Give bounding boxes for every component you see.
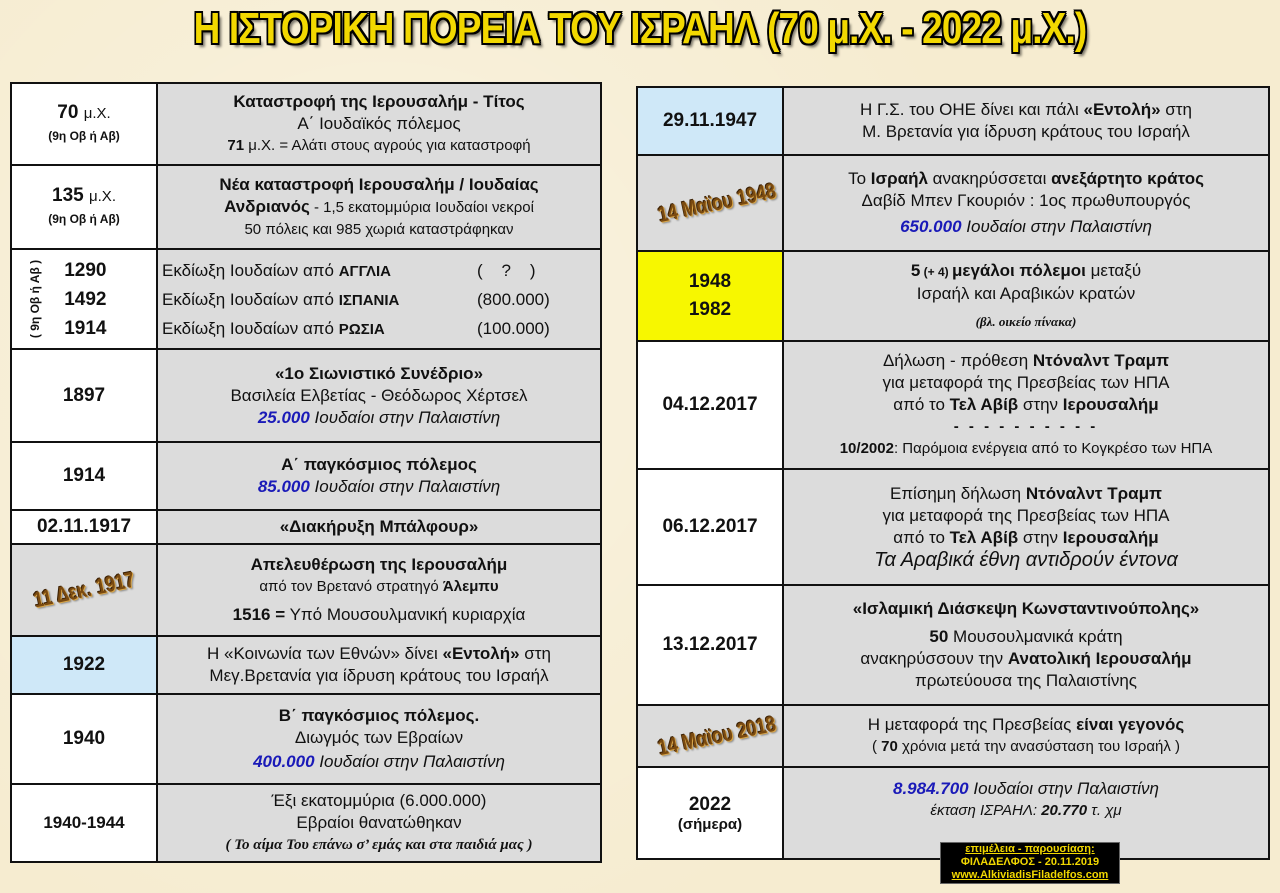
table-row	[637, 341, 1269, 469]
event-text: Εβραίοι θανατώθηκαν	[296, 813, 462, 832]
event-text: Μεγ.Βρετανία για ίδρυση κράτους του Ισραήλ	[209, 666, 549, 685]
unit: μ.Χ.	[89, 188, 116, 205]
event-text: Μ. Βρετανία για ίδρυση κράτους του Ισραήλ	[862, 122, 1190, 141]
date-cell	[11, 544, 157, 636]
date-cell	[637, 251, 783, 341]
event-heading: Απελευθέρωση της Ιερουσαλήμ	[250, 555, 508, 574]
table-row	[11, 249, 601, 349]
event-text: μ.Χ. = Αλάτι στους αγρούς για καταστροφή	[244, 137, 531, 154]
date-cell: 1940	[11, 694, 157, 784]
event-cell	[157, 784, 601, 862]
event-bold: Ντόναλντ Τραμπ	[1032, 351, 1170, 370]
event-text: τ. χμ	[1087, 802, 1122, 819]
year: 1492	[64, 288, 107, 310]
date-cell	[11, 249, 157, 349]
event-bold: είναι γεγονός	[1076, 715, 1185, 734]
date-cell	[11, 165, 157, 249]
event-bold: 10/2002	[839, 440, 894, 457]
event-bold: «Εντολή»	[442, 644, 520, 663]
year: 2022	[688, 793, 732, 815]
date-cell: 1914	[11, 442, 157, 510]
date-cell	[637, 767, 783, 859]
table-row	[11, 636, 601, 694]
event-text: στην	[1018, 395, 1063, 414]
event-text: Ισραήλ και Αραβικών κρατών	[916, 283, 1136, 303]
date-cell	[11, 83, 157, 165]
date-cell: 06.12.2017	[637, 469, 783, 585]
event-heading: Α΄ παγκόσμιος πόλεμος	[281, 455, 477, 474]
event-cell	[157, 694, 601, 784]
event-text: (	[871, 738, 882, 755]
date-cell: 1922	[11, 636, 157, 694]
table-row	[11, 165, 601, 249]
event-text: πρωτεύουσα της Παλαιστίνης	[915, 671, 1137, 690]
date-cell: 02.11.1917	[11, 510, 157, 544]
event-text: Η «Κοινωνία των Εθνών» δίνει	[207, 644, 443, 663]
event-number: 5	[910, 260, 921, 280]
event-number: 50	[929, 627, 949, 646]
event-cell	[157, 544, 601, 636]
event-text: Εκδίωξη Ιουδαίων από	[162, 289, 339, 309]
left-timeline-table	[10, 82, 602, 863]
event-bold: Ανδριανός	[224, 196, 310, 216]
population-number: 85.000	[257, 477, 310, 496]
year: 70	[57, 102, 79, 123]
note-vertical: ( 9η Οβ ή Αβ )	[28, 259, 43, 339]
event-heading: «1ο Σιωνιστικό Συνέδριο»	[274, 363, 484, 383]
population-number: 400.000	[253, 752, 315, 771]
credit-line: επιμέλεια - παρουσίαση:	[965, 843, 1095, 855]
event-cell	[783, 341, 1269, 469]
event-bold: Ντόναλντ Τραμπ	[1025, 484, 1163, 503]
table-row	[11, 694, 601, 784]
date-stamp: 14 Μαϊου 2018	[655, 710, 779, 761]
year: 135	[52, 185, 84, 206]
event-cell	[783, 87, 1269, 155]
event-bold: ανεξάρτητο κράτος	[1051, 169, 1204, 188]
event-text: 50 πόλεις και 985 χωριά καταστράφηκαν	[244, 220, 514, 238]
event-text: Δήλωση - πρόθεση	[882, 351, 1033, 370]
table-row	[637, 469, 1269, 585]
event-bold: Ιερουσαλήμ	[1062, 395, 1159, 414]
credit-website: www.AlkiviadisFiladelfos.com	[951, 869, 1109, 881]
table-row	[637, 705, 1269, 767]
event-heading: Καταστροφή της Ιερουσαλήμ - Τίτος	[233, 92, 525, 111]
event-cell	[157, 83, 601, 165]
event-bold: Ιερουσαλήμ	[1062, 528, 1159, 547]
event-text: ανακηρύσσεται	[927, 169, 1052, 188]
event-bold: «Εντολή»	[1083, 100, 1161, 119]
event-text: Το	[848, 169, 871, 188]
date-cell: 04.12.2017	[637, 341, 783, 469]
event-bold: Τελ Αβίβ	[949, 395, 1019, 414]
table-row	[637, 251, 1269, 341]
event-cell: «Διακήρυξη Μπάλφουρ»	[157, 510, 601, 544]
date-cell: 29.11.1947	[637, 87, 783, 155]
table-row	[11, 349, 601, 442]
event-cell	[157, 442, 601, 510]
table-row	[637, 585, 1269, 705]
country: ΡΩΣΙΑ	[338, 320, 385, 338]
population-number: 8.984.700	[893, 779, 969, 798]
divider-text: - - - - - - - - - -	[953, 418, 1099, 435]
year: 1914	[64, 317, 107, 339]
event-text: Επίσημη δήλωση	[889, 484, 1026, 503]
event-text: από το	[893, 528, 950, 547]
event-text: για μεταφορά της Πρεσβείας των ΗΠΑ	[882, 506, 1170, 525]
event-number: 20.770	[1041, 802, 1088, 819]
date-cell: 13.12.2017	[637, 585, 783, 705]
page-title: Η ΙΣΤΟΡΙΚΗ ΠΟΡΕΙΑ ΤΟΥ ΙΣΡΑΗΛ (70 μ.Χ. - 2022 μ.Χ.)	[193, 4, 1087, 53]
event-text: ανακηρύσσουν την	[860, 649, 1008, 668]
event-cell	[783, 705, 1269, 767]
event-text: Ιουδαίοι στην Παλαιστίνη	[961, 217, 1152, 236]
table-row	[11, 83, 601, 165]
table-row	[11, 442, 601, 510]
event-text: Δαβίδ Μπεν Γκουριόν : 1ος πρωθυπουργός	[861, 191, 1191, 210]
event-text: Μουσουλμανικά κράτη	[948, 627, 1123, 646]
date-cell	[637, 155, 783, 251]
footnote: (βλ. οικείο πίνακα)	[975, 313, 1077, 329]
event-cell	[783, 469, 1269, 585]
date-stamp: 14 Μαϊου 1948	[655, 177, 779, 228]
event-text: Η Γ.Σ. του ΟΗΕ δίνει και πάλι	[860, 100, 1084, 119]
event-bold: μεγάλοι πόλεμοι	[951, 260, 1086, 280]
date-stamp: 11 Δεκ. 1917	[31, 566, 137, 613]
count: (800.000)	[477, 289, 550, 309]
event-text: Διωγμός των Εβραίων	[294, 728, 464, 747]
event-cell	[783, 585, 1269, 705]
event-text: : Παρόμοια ενέργεια από το Κογκρέσο των ΗΠΑ	[893, 440, 1213, 457]
event-text: έκταση ΙΣΡΑΗΛ:	[930, 802, 1042, 819]
event-cell	[157, 636, 601, 694]
event-cell	[157, 249, 601, 349]
event-text: Έξι εκατομμύρια (6.000.000)	[271, 791, 487, 810]
event-bold: 1516 =	[232, 605, 286, 624]
event-bold: Τελ Αβίβ	[949, 528, 1019, 547]
note: (9η Οβ ή Αβ)	[48, 212, 120, 226]
credit-author: ΦΙΛΑΔΕΛΦΟΣ - 20.11.2019	[960, 856, 1100, 868]
year: 1940-1944	[43, 813, 125, 832]
table-row	[637, 155, 1269, 251]
year-note: (σήμερα)	[677, 815, 743, 833]
event-heading: Νέα καταστροφή Ιερουσαλήμ / Ιουδαίας	[219, 174, 539, 194]
table-row	[11, 510, 601, 544]
event-text: Ιουδαίοι στην Παλαιστίνη	[309, 407, 501, 427]
count: (100.000)	[477, 318, 550, 338]
table-row	[11, 544, 601, 636]
unit: μ.Χ.	[83, 105, 111, 122]
event-text: από τον Βρετανό στρατηγό	[259, 578, 443, 595]
event-text: Τα Αραβικά έθνη αντιδρούν έντονα	[874, 549, 1178, 571]
event-text: μεταξύ	[1085, 260, 1142, 280]
country: ΙΣΠΑΝΙΑ	[338, 291, 400, 309]
country: ΑΓΓΛΙΑ	[338, 262, 391, 280]
event-text: Εκδίωξη Ιουδαίων από	[162, 318, 339, 338]
event-text: για μεταφορά της Πρεσβείας των ΗΠΑ	[882, 373, 1170, 392]
event-cell	[783, 251, 1269, 341]
right-timeline-table	[636, 86, 1270, 860]
note: (9η Οβ ή Αβ)	[48, 129, 120, 143]
year: 1948	[688, 271, 732, 292]
count: ( ? )	[477, 260, 536, 280]
event-text: στη	[519, 644, 551, 663]
event-number: (+ 4)	[920, 264, 952, 279]
event-bold: Ανατολική Ιερουσαλήμ	[1007, 649, 1192, 668]
event-cell	[157, 349, 601, 442]
event-heading: «Ισλαμική Διάσκεψη Κωνσταντινούπολης»	[852, 599, 1200, 618]
quote: ( Το αίμα Του επάνω σ’ εμάς και στα παιδιά μας )	[225, 837, 533, 853]
event-cell	[157, 165, 601, 249]
table-row	[637, 87, 1269, 155]
event-number: 70	[881, 738, 898, 755]
population-number: 25.000	[257, 407, 310, 427]
event-text: Υπό Μουσουλμανική κυριαρχία	[285, 605, 526, 624]
event-text: στη	[1160, 100, 1192, 119]
year: 1290	[64, 259, 107, 281]
date-cell	[11, 784, 157, 862]
date-cell: 1897	[11, 349, 157, 442]
event-text: Ιουδαίοι στην Παλαιστίνη	[968, 779, 1159, 798]
table-row	[11, 784, 601, 862]
credit-box	[940, 842, 1120, 884]
event-text: Βασιλεία Ελβετίας - Θεόδωρος Χέρτσελ	[230, 385, 528, 405]
event-cell	[783, 155, 1269, 251]
event-heading: Β΄ παγκόσμιος πόλεμος.	[278, 706, 480, 725]
year: 1982	[688, 299, 732, 320]
date-cell	[637, 705, 783, 767]
event-text: από το	[893, 395, 950, 414]
event-text: Ιουδαίοι στην Παλαιστίνη	[309, 477, 501, 496]
event-text: Α΄ Ιουδαϊκός πόλεμος	[297, 114, 461, 133]
event-number: 71	[227, 137, 245, 154]
event-bold: Ισραήλ	[870, 169, 928, 188]
event-bold: Άλεμπυ	[442, 578, 499, 595]
event-text: Ιουδαίοι στην Παλαιστίνη	[314, 752, 505, 771]
population-number: 650.000	[900, 217, 962, 236]
event-text: χρόνια μετά την ανασύσταση του Ισραήλ )	[897, 738, 1181, 755]
event-text: Η μεταφορά της Πρεσβείας	[867, 715, 1077, 734]
event-text: - 1,5 εκατομμύρια Ιουδαίοι νεκροί	[309, 198, 534, 216]
event-text: στην	[1018, 528, 1063, 547]
event-text: Εκδίωξη Ιουδαίων από	[162, 260, 339, 280]
